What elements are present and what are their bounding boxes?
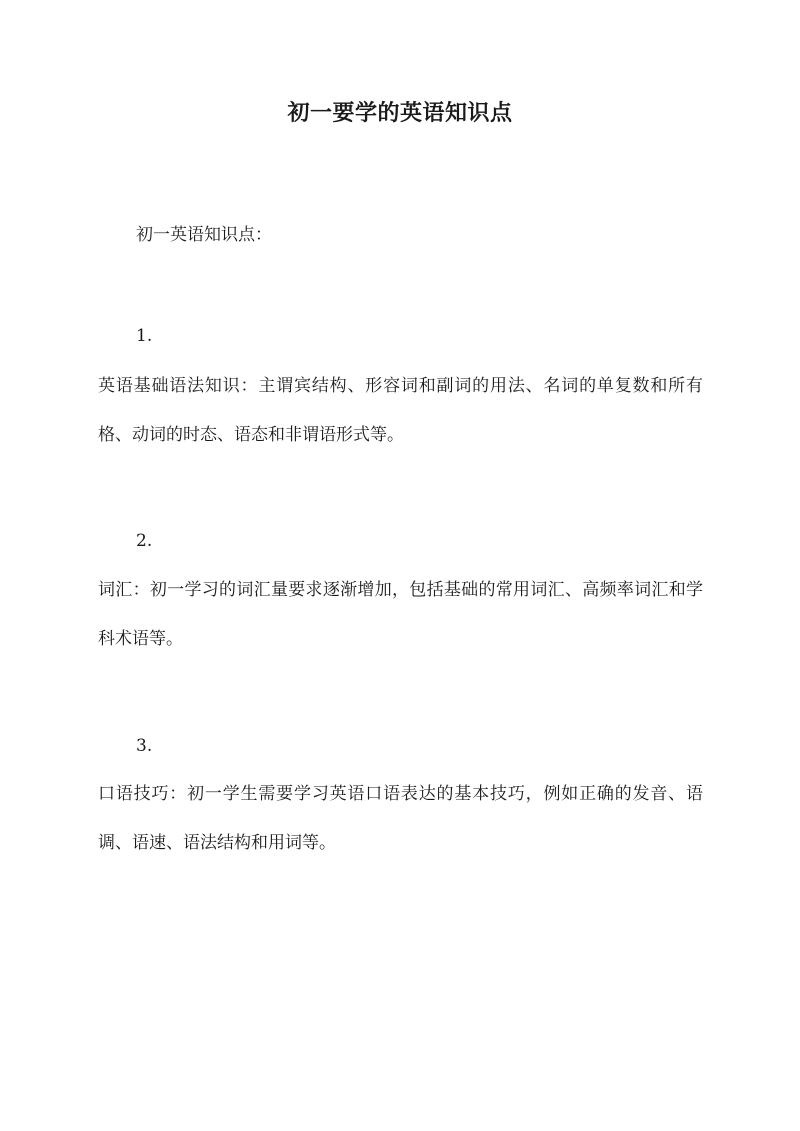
- section-1-text: 英语基础语法知识：主谓宾结构、形容词和副词的用法、名词的单复数和所有格、动词的时态、语态和非谓语形式等。: [98, 376, 703, 445]
- section-2-number: 2.: [136, 531, 153, 551]
- document-title: 初一要学的英语知识点: [287, 100, 513, 126]
- section-3-text: 口语技巧：初一学生需要学习英语口语表达的基本技巧，例如正确的发音、语调、语速、语法结构和用词等。: [98, 784, 703, 853]
- section-1-number: 1.: [136, 326, 153, 346]
- section-3-number: 3.: [136, 736, 153, 756]
- intro-heading: 初一英语知识点：: [136, 225, 272, 245]
- section-2-text: 词汇：初一学习的词汇量要求逐渐增加，包括基础的常用词汇、高频率词汇和学科术语等。: [98, 580, 703, 649]
